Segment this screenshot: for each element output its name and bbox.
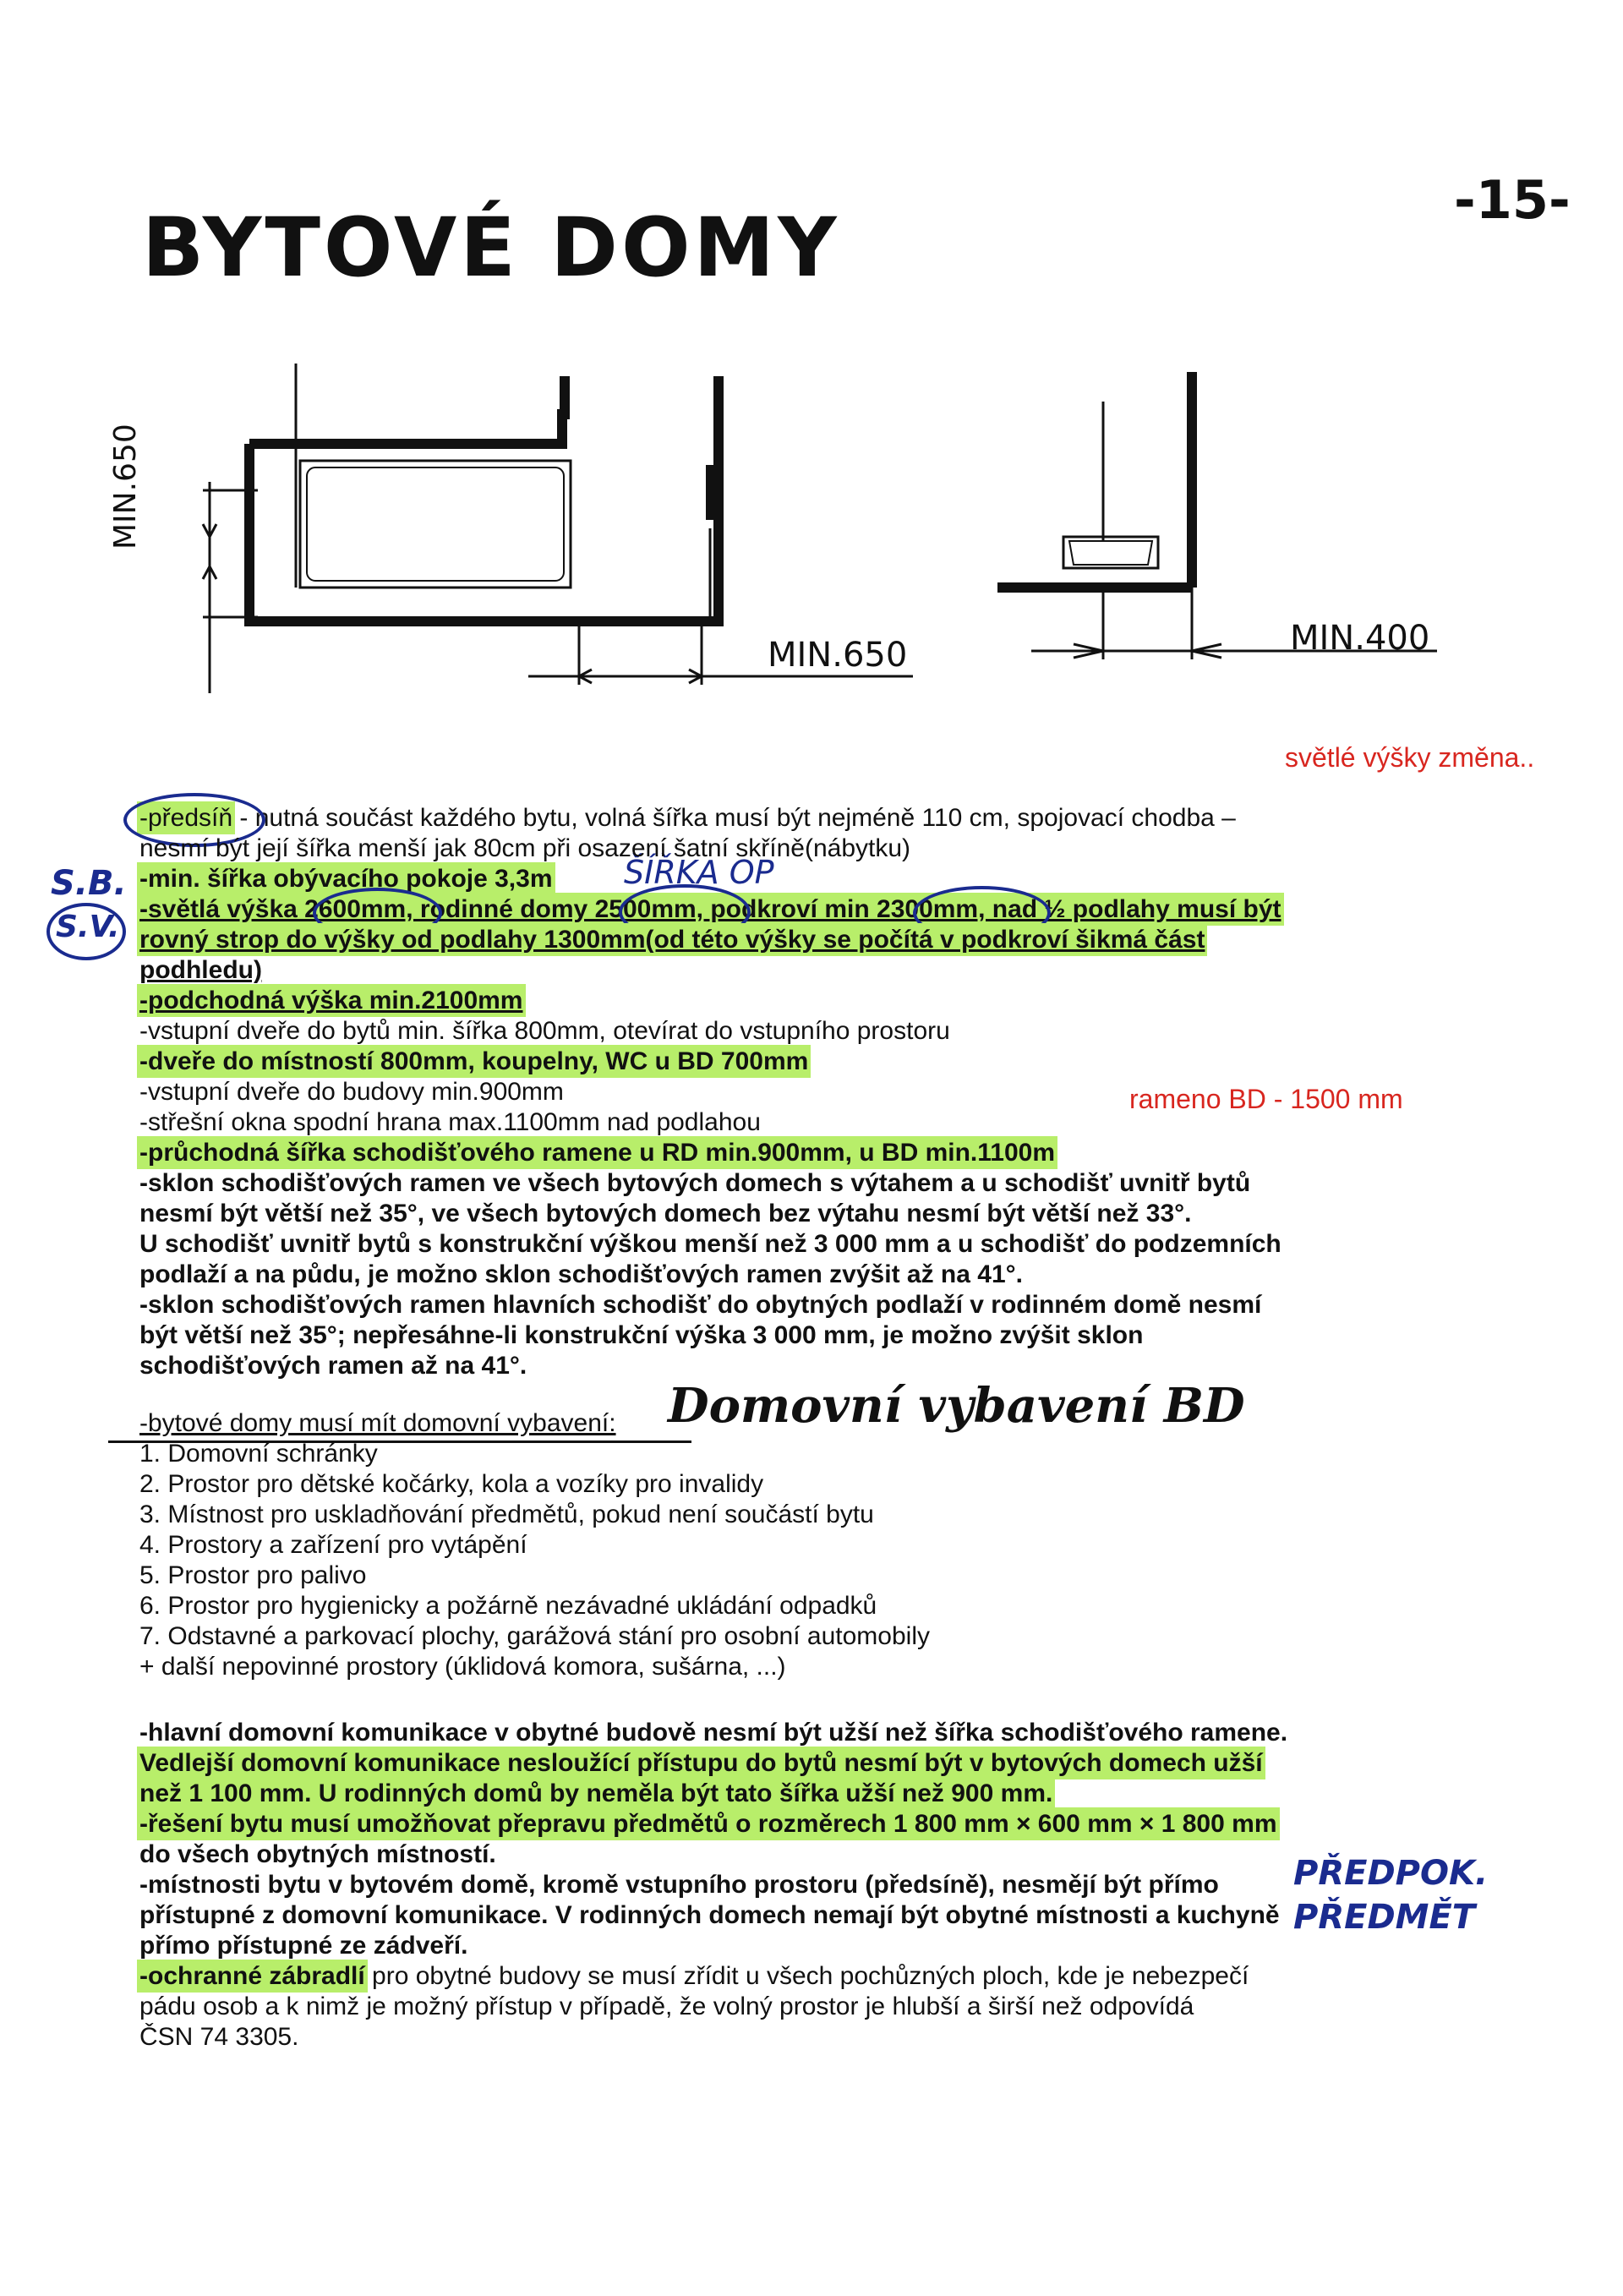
para-zabradli-3: ČSN 74 3305. (139, 2023, 299, 2051)
para-komunikace-2 (139, 1748, 1263, 1779)
para-svetla-vyska-2 (139, 925, 1205, 955)
para-predsin (139, 803, 1236, 834)
para-predsin-text: - nutná součást každého bytu, volná šířka musí být nejméně 110 cm, spojovací chodba – (232, 804, 1236, 832)
para-svetla-vyska-3: podhledu) (139, 956, 262, 984)
page-title: BYTOVÉ DOMY (142, 200, 840, 295)
para-zabradli-text: pro obytné budovy se musí zřídit u všech pochůzných ploch, kde je nebezpečí (364, 1962, 1249, 1990)
left-dim-vertical: MIN.650 (108, 424, 143, 549)
para-preprava-2: do všech obytných místností. (139, 1840, 496, 1868)
right-dim-horizontal: MIN.400 (1290, 619, 1430, 658)
para-mistnosti-1: -místnosti bytu v bytovém domě, kromě vstupního prostoru (předsíně), nesmějí být přímo (139, 1871, 1219, 1899)
highlight-podchodna: -podchodná výška min.2100mm (139, 987, 523, 1014)
note-sirka-op: ŠÍŘKA OP (624, 854, 774, 891)
note-domovni-vybaveni: Domovní vybavení BD (668, 1378, 1245, 1434)
highlight-komunikace-2: než 1 100 mm. U rodinných domů by neměla být tato šířka užší než 900 mm. (139, 1779, 1053, 1807)
para-sklon-1: -sklon schodišťových ramen ve všech bytových domech s výtahem a u schodišť uvnitř bytů (139, 1169, 1251, 1197)
list-item-1: 1. Domovní schránky (139, 1440, 378, 1468)
para-vstupni-dvere: -vstupní dveře do bytů min. šířka 800mm, otevírat do vstupního prostoru (139, 1017, 950, 1045)
highlight-preprava: -řešení bytu musí umožňovat přepravu předmětů o rozměrech 1 800 mm × 600 mm × 1 800 mm (139, 1810, 1277, 1838)
highlight-dvere: -dveře do místností 800mm, koupelny, WC u BD 700mm (139, 1047, 809, 1075)
para-stresni-okna: -střešní okna spodní hrana max.1100mm nad podlahou (139, 1108, 761, 1136)
para-sklon-rd-1: -sklon schodišťových ramen hlavních schodišť do obytných podlaží v rodinném domě nesmí (139, 1291, 1262, 1319)
list-item-5: 5. Prostor pro palivo (139, 1561, 367, 1589)
para-predsin-cont: nesmí být její šířka menší jak 80cm při osazení šatní skříně(nábytku) (139, 834, 911, 862)
highlight-zabradli: -ochranné zábradlí (139, 1962, 365, 1990)
note-red-rameno: rameno BD - 1500 mm (1129, 1084, 1403, 1114)
para-sklon-3: U schodišť uvnitř bytů s konstrukční výškou menší než 3 000 mm a u schodišť do podzemních (139, 1230, 1281, 1258)
para-dvere-mistnosti (139, 1047, 808, 1077)
para-mistnosti-2: přístupné z domovní komunikace. V rodinných domech nemají být obytné místnosti a kuchyně (139, 1901, 1280, 1929)
para-komunikace-3 (139, 1779, 1052, 1809)
list-item-7: 7. Odstavné a parkovací plochy, garážová stání pro osobní automobily (139, 1622, 930, 1650)
highlight-predsin: -předsíň (139, 804, 233, 832)
para-sklon-2: nesmí být větší než 35°, ve všech bytových domech bez výtahu nesmí být větší než 33°. (139, 1200, 1192, 1227)
para-zabradli-2: pádu osob a k nimž je možný přístup v případě, že volný prostor je hlubší a širší než odpovídá (139, 1993, 1194, 2020)
note-sb: S.B. (51, 864, 127, 903)
list-item-2: 2. Prostor pro dětské kočárky, kola a vozíky pro invalidy (139, 1470, 764, 1498)
para-podchodna (139, 986, 523, 1016)
para-vybaveni: -bytové domy musí mít domovní vybavení: (139, 1409, 616, 1437)
list-item-4: 4. Prostory a zařízení pro vytápění (139, 1531, 527, 1559)
list-item-6: 6. Prostor pro hygienicky a požárně nezávadné ukládání odpadků (139, 1592, 877, 1620)
left-dim-horizontal: MIN.650 (768, 636, 908, 675)
highlight-obyvaci: -min. šířka obývacího pokoje 3,3m (139, 865, 553, 893)
highlight-svetla-vyska: -světlá výška 2600mm, rodinné domy 2500mm, podkroví min 2300mm, nad ½ podlahy musí být (139, 895, 1281, 923)
para-komunikace-1: -hlavní domovní komunikace v obytné budově nesmí být užší než šířka schodišťového ramene. (139, 1719, 1288, 1747)
para-sklon-rd-3: schodišťových ramen až na 41°. (139, 1352, 527, 1380)
note-sv: S.V. (56, 910, 120, 944)
para-sklon-4: podlaží a na půdu, je možno sklon schodišťových ramen zvýšit až na 41°. (139, 1260, 1023, 1288)
para-vstupni-budova: -vstupní dveře do budovy min.900mm (139, 1078, 564, 1106)
list-item-extra: + další nepovinné prostory (úklidová komora, sušárna, ...) (139, 1653, 786, 1681)
page-number: -15- (1454, 169, 1571, 231)
para-zabradli-1 (139, 1961, 1249, 1992)
note-red-svetle-vysky: světlé výšky změna.. (1285, 742, 1535, 773)
note-predpok-predmet: PŘEDPOK. PŘEDMĚT (1293, 1854, 1489, 1937)
para-sklon-rd-2: být větší než 35°; nepřesáhne-li konstrukční výška 3 000 mm, je možno zvýšit sklon (139, 1321, 1144, 1349)
highlight-komunikace: Vedlejší domovní komunikace nesloužící přístupu do bytů nesmí být v bytových domech užší (139, 1749, 1263, 1777)
para-preprava-1 (139, 1809, 1277, 1840)
list-item-3: 3. Místnost pro uskladňování předmětů, pokud není součástí bytu (139, 1501, 874, 1528)
para-pruchodna (139, 1138, 1055, 1168)
highlight-svetla-vyska-2: rovný strop do výšky od podlahy 1300mm(od této výšky se počítá v podkroví šikmá část (139, 926, 1205, 954)
para-mistnosti-3: přímo přístupné ze zádveří. (139, 1932, 468, 1960)
highlight-pruchodna: -průchodná šířka schodišťového ramene u RD min.900mm, u BD min.1100m (139, 1139, 1056, 1167)
